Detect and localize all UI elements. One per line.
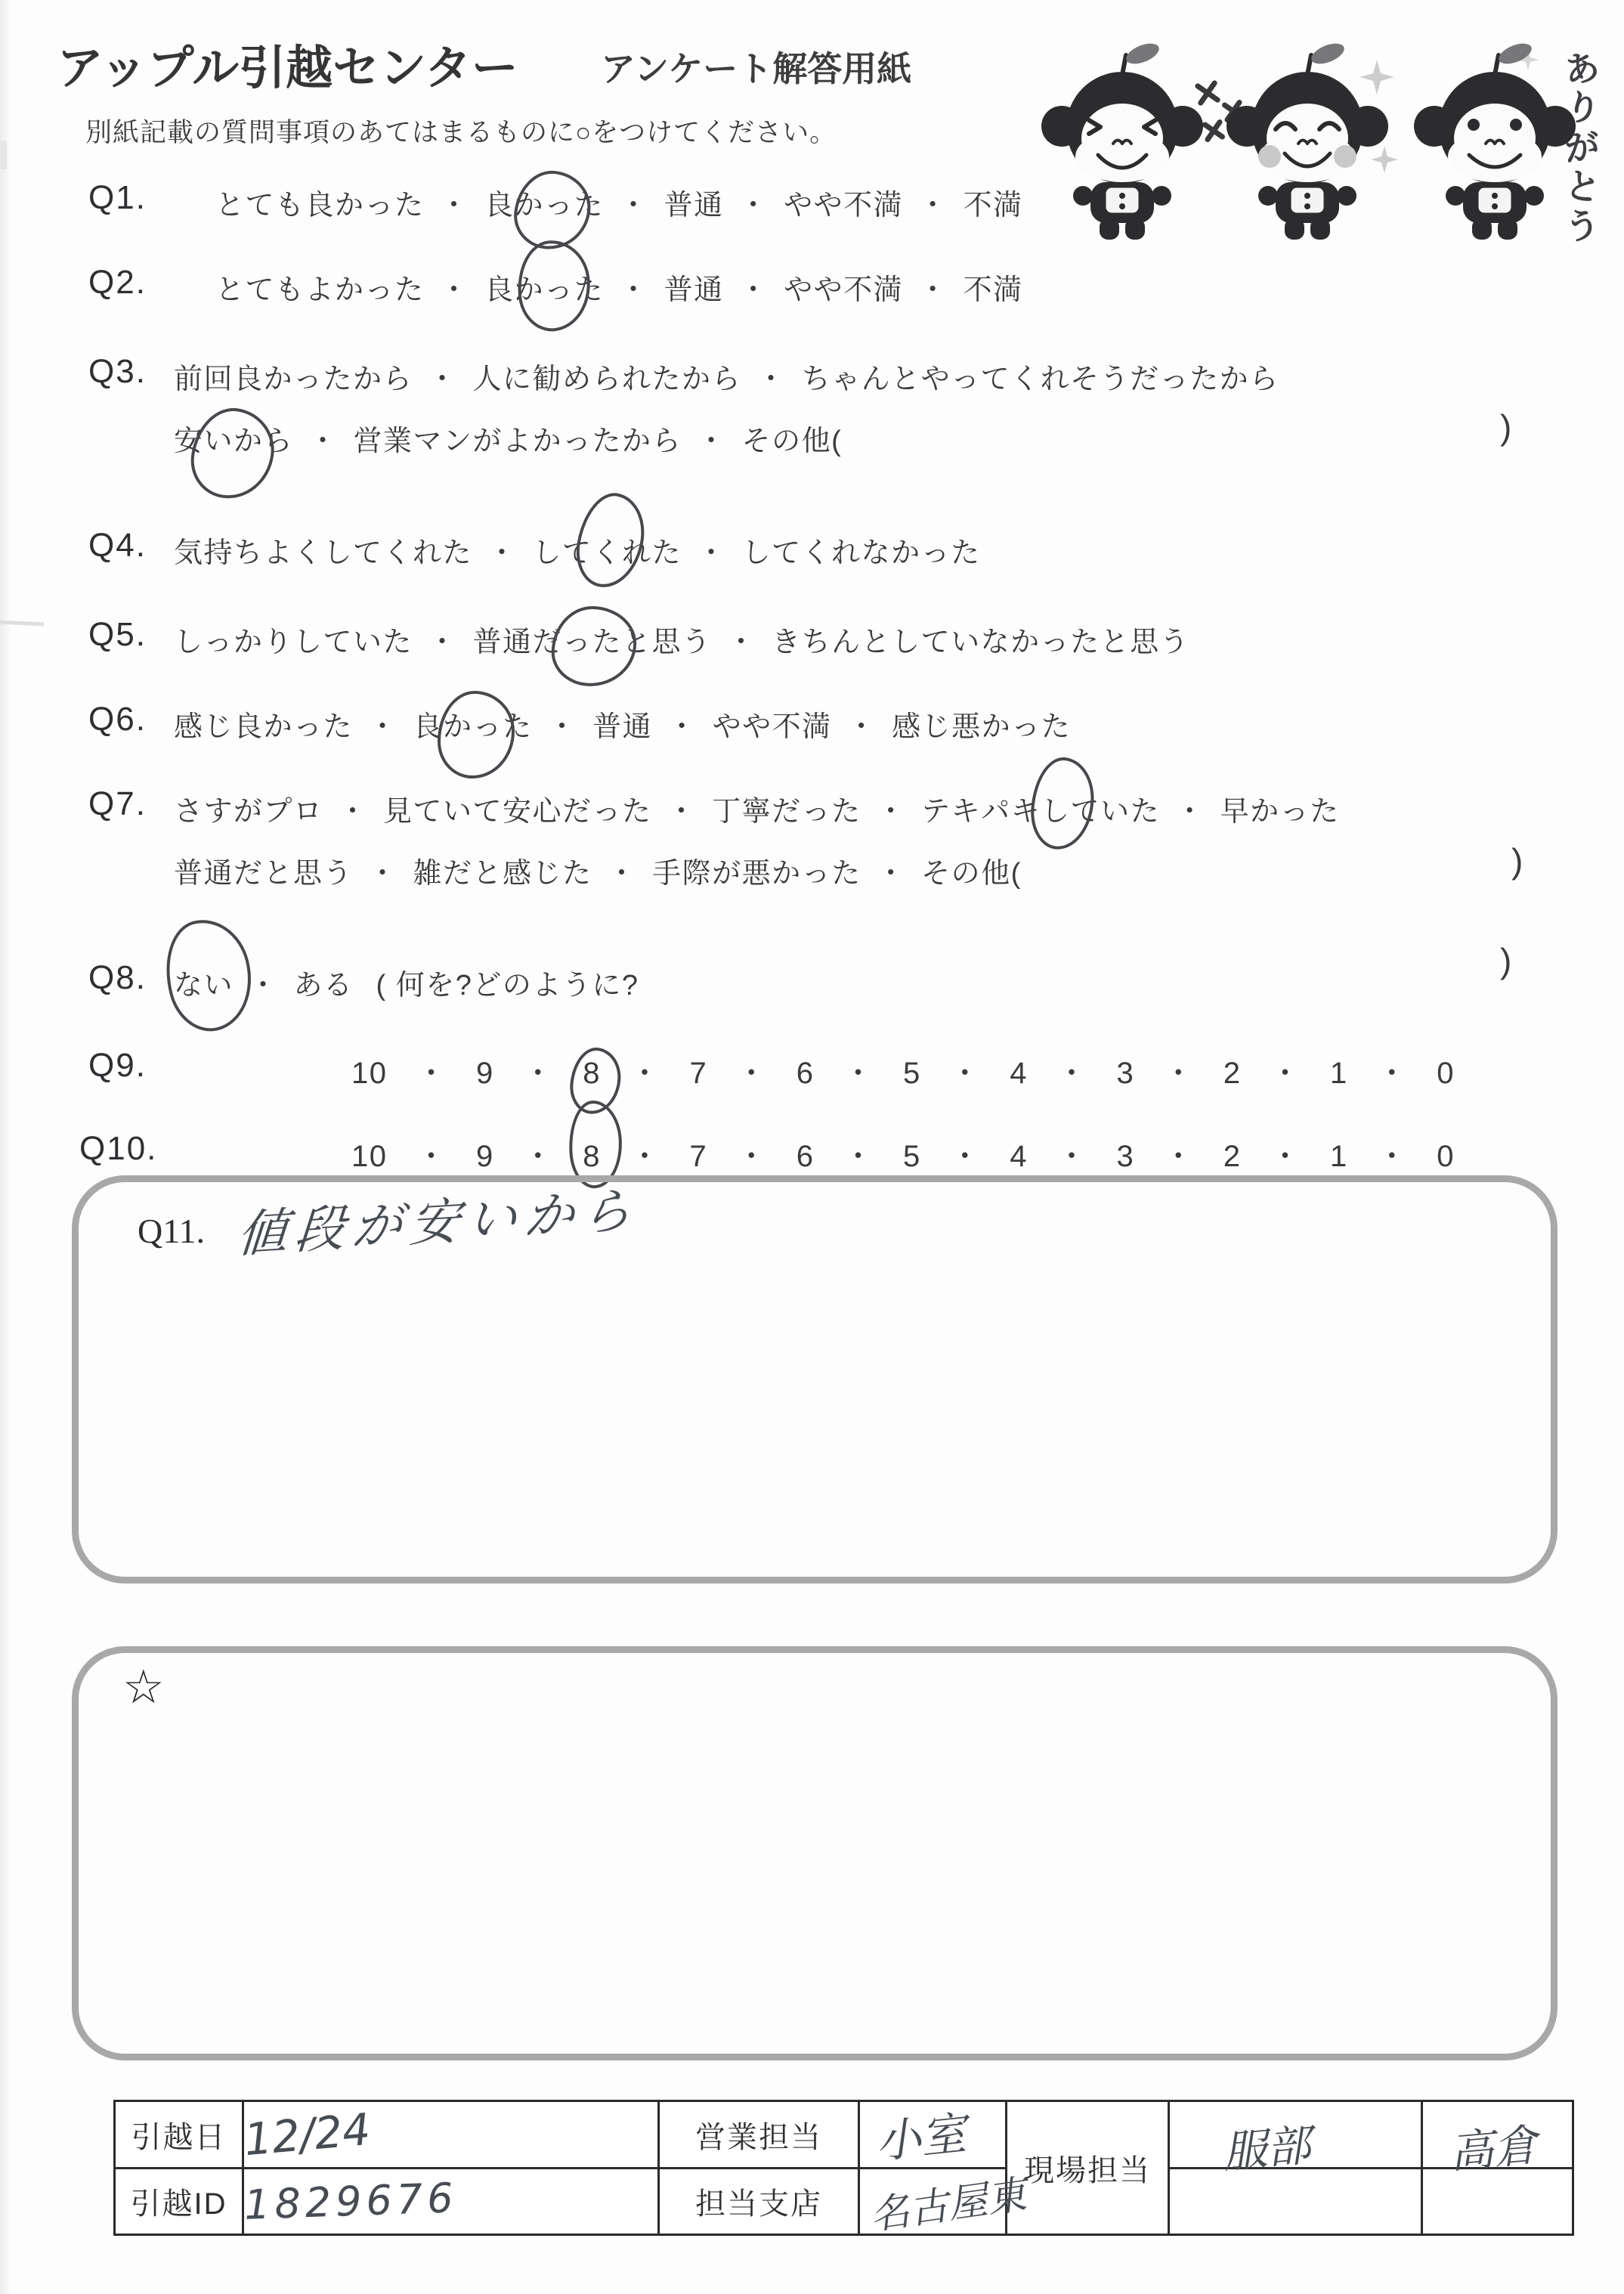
page-title: アップル引越センター <box>57 42 518 94</box>
q7-options-line1 <box>174 788 1340 829</box>
leaf-icon <box>1124 39 1162 68</box>
option <box>921 850 1022 891</box>
sales-rep-cell <box>859 2101 1007 2169</box>
move-id-handwriting: 1829676 <box>243 2174 459 2229</box>
option-selected <box>533 529 682 571</box>
option-text: ある <box>293 970 354 1001</box>
q11-answer-handwriting: 値段が安いから <box>235 1181 642 1265</box>
move-id-cell <box>243 2169 659 2235</box>
scale-value <box>797 1140 815 1174</box>
monkey-mascots-illustration <box>1035 26 1610 247</box>
q3-options-line1 <box>174 355 1279 397</box>
option-text: 6 <box>796 1057 815 1090</box>
separator-dot: ・ <box>738 190 769 221</box>
sales-rep-label: 営業担当 <box>659 2101 859 2169</box>
option <box>174 788 323 829</box>
separator-dot: ・ <box>843 1140 874 1173</box>
option <box>772 618 1189 660</box>
site-crew-cell-2 <box>1422 2101 1573 2178</box>
branch-handwriting: 名古屋東 <box>867 2172 1029 2240</box>
option-text: 前回良かったから <box>174 364 413 395</box>
option-text: 2 <box>1223 1140 1242 1173</box>
thanks-vertical-text <box>1561 46 1604 246</box>
separator-dot: ・ <box>1270 1057 1301 1090</box>
option-text: しっかりしていた <box>174 627 413 658</box>
option-text: 普通だったと思う <box>472 627 712 658</box>
scale-value <box>1010 1057 1028 1091</box>
option-text: やや不満 <box>784 274 904 306</box>
scale-value <box>1437 1057 1455 1091</box>
q10-scale <box>351 1132 1455 1175</box>
option <box>174 703 353 745</box>
option-text: 0 <box>1437 1140 1455 1173</box>
monkey-mascot-3 <box>1414 39 1576 240</box>
q7-close-paren: ) <box>1511 841 1523 881</box>
option-text: 感じ悪かった <box>892 711 1072 743</box>
q1-label: Q1. <box>88 179 147 216</box>
move-date-handwriting: 12/24 <box>242 2103 373 2166</box>
option <box>383 788 652 829</box>
scale-value <box>1330 1140 1348 1174</box>
scale-value <box>476 1057 494 1091</box>
svg-text:り: り <box>1563 86 1603 130</box>
separator-dot: ・ <box>918 274 948 306</box>
option-text: 普通 <box>664 274 724 306</box>
separator-dot: ・ <box>1376 1140 1409 1173</box>
option-text: 感じ良かった <box>174 711 354 743</box>
option-text: 安いから <box>174 426 294 457</box>
option-text: してくれた <box>532 537 682 569</box>
option <box>742 529 981 571</box>
q6-label: Q6. <box>88 701 147 738</box>
option-text: 丁寧だった <box>712 796 861 828</box>
scale-value-selected <box>583 1057 601 1091</box>
separator-dot: ・ <box>756 364 787 395</box>
monkey-mascot-1 <box>1041 39 1203 240</box>
option <box>784 266 903 308</box>
separator-dot: ・ <box>619 190 649 221</box>
option-text: 早かった <box>1220 796 1340 828</box>
site-crew-handwriting-1: 服部 <box>1220 2119 1313 2178</box>
instruction-text: 別紙記載の質問事項のあてはまるものに○をつけてください。 <box>85 118 837 147</box>
separator-dot: ・ <box>368 711 398 743</box>
option-text: 1 <box>1330 1140 1348 1173</box>
option-text: 4 <box>1010 1140 1028 1173</box>
option-text: 5 <box>903 1140 921 1173</box>
option <box>713 703 832 745</box>
q10-label: Q10. <box>79 1130 158 1167</box>
svg-text:と: と <box>1562 164 1604 209</box>
option-text: してくれなかった <box>741 537 981 569</box>
option <box>215 266 425 308</box>
scale-value <box>1010 1140 1028 1174</box>
q4-options <box>174 529 981 571</box>
option-text: 3 <box>1116 1140 1135 1173</box>
q8-prompt: ( 何を?どのように? <box>376 970 639 1001</box>
option-text: さすがプロ <box>174 796 323 828</box>
q5-label: Q5. <box>88 616 147 653</box>
option-text: テキパキしていた <box>921 796 1161 828</box>
q2-label: Q2. <box>88 264 147 301</box>
svg-text:う: う <box>1563 205 1601 247</box>
option <box>802 355 1279 397</box>
separator-dot: ・ <box>522 1057 555 1090</box>
option <box>892 703 1071 745</box>
option <box>664 181 724 223</box>
footer-table <box>113 2100 1574 2240</box>
option-text: 3 <box>1116 1057 1135 1090</box>
site-crew-cell-1 <box>1169 2101 1422 2178</box>
option <box>174 850 353 891</box>
site-crew-empty-cell-2 <box>1422 2169 1573 2235</box>
option-text: 4 <box>1010 1057 1028 1090</box>
q8-close-paren: ) <box>1500 941 1512 980</box>
option-text: 7 <box>689 1140 708 1173</box>
scale-value <box>1330 1057 1348 1091</box>
move-date-label: 引越日 <box>115 2101 243 2169</box>
q9-scale <box>351 1049 1455 1092</box>
separator-dot: ・ <box>1056 1140 1088 1173</box>
option-text: 9 <box>476 1140 494 1173</box>
option-text: 見ていて安心だった <box>383 796 652 828</box>
scale-value <box>903 1057 921 1091</box>
separator-dot: ・ <box>1270 1140 1301 1173</box>
option <box>413 850 592 891</box>
option-text: 普通 <box>592 711 653 743</box>
option <box>174 355 413 397</box>
option <box>742 417 843 459</box>
sparkle-icon <box>1360 60 1394 94</box>
separator-dot: ・ <box>547 711 578 743</box>
option-selected <box>413 703 533 745</box>
q6-options <box>174 703 1071 745</box>
q8-options <box>174 961 639 1003</box>
site-crew-handwriting-2: 高倉 <box>1447 2119 1540 2178</box>
option-text: とてもよかった <box>215 274 425 306</box>
option <box>784 181 903 223</box>
separator-dot: ・ <box>428 627 458 658</box>
sales-rep-handwriting: 小室 <box>873 2107 969 2170</box>
option <box>215 181 425 223</box>
option-text: 7 <box>689 1057 708 1090</box>
option-text: やや不満 <box>712 711 832 743</box>
option-text: 営業マンがよかったから <box>353 426 682 457</box>
separator-dot: ・ <box>607 858 638 890</box>
option-text: 人に勧められたから <box>472 364 742 395</box>
option-text: その他( <box>741 426 843 457</box>
option-text: 5 <box>903 1057 921 1090</box>
move-date-cell <box>243 2101 659 2169</box>
separator-dot: ・ <box>1175 796 1205 828</box>
option-text: 気持ちよくしてくれた <box>174 537 473 569</box>
scale-value-selected <box>583 1140 601 1174</box>
separator-dot: ・ <box>697 426 727 457</box>
branch-label: 担当支店 <box>659 2169 859 2235</box>
separator-dot: ・ <box>629 1140 661 1173</box>
separator-dot: ・ <box>1056 1057 1088 1090</box>
option-selected <box>473 618 712 660</box>
q9-label: Q9. <box>88 1047 147 1084</box>
scale-value <box>797 1057 815 1091</box>
separator-dot: ・ <box>918 190 948 221</box>
star-icon: ☆ <box>122 1661 165 1714</box>
option-text: 8 <box>583 1140 601 1173</box>
separator-dot: ・ <box>667 796 698 828</box>
q7-label: Q7. <box>88 785 147 822</box>
separator-dot: ・ <box>697 537 727 569</box>
separator-dot: ・ <box>846 711 877 743</box>
site-crew-label: 現場担当 <box>1007 2101 1169 2235</box>
separator-dot: ・ <box>249 970 279 1001</box>
option <box>174 529 472 571</box>
option-text: 6 <box>796 1140 815 1173</box>
separator-dot: ・ <box>439 274 470 306</box>
scale-value <box>690 1140 708 1174</box>
q3-options-line2 <box>174 417 842 459</box>
scan-artifact <box>0 620 44 626</box>
separator-dot: ・ <box>876 796 907 828</box>
separator-dot: ・ <box>1163 1057 1195 1090</box>
option-text: 9 <box>476 1057 494 1090</box>
option-text: 手際が悪かった <box>652 858 861 890</box>
separator-dot: ・ <box>843 1057 874 1090</box>
option-selected <box>484 266 604 308</box>
separator-dot: ・ <box>949 1057 982 1090</box>
option <box>592 703 652 745</box>
q4-label: Q4. <box>88 527 147 564</box>
option-selected <box>174 961 234 1003</box>
separator-dot: ・ <box>876 858 907 890</box>
q3-label: Q3. <box>88 353 147 390</box>
sparkle-icon <box>1371 146 1398 173</box>
option <box>174 618 413 660</box>
separator-dot: ・ <box>522 1140 555 1173</box>
leaf-icon <box>1309 39 1347 68</box>
q11-label: Q11. <box>138 1212 206 1250</box>
option <box>354 417 682 459</box>
option <box>1220 788 1340 829</box>
option-text: ない <box>174 970 234 1001</box>
scale-value <box>1223 1057 1242 1091</box>
separator-dot: ・ <box>416 1140 447 1173</box>
option-text: ちゃんとやってくれそうだったから <box>801 364 1279 395</box>
option <box>964 266 1023 308</box>
separator-dot: ・ <box>416 1057 447 1090</box>
scale-value <box>351 1057 388 1091</box>
option-text: 雑だと感じた <box>413 858 592 890</box>
separator-dot: ・ <box>949 1140 982 1173</box>
option-text: 良かった <box>484 274 605 306</box>
separator-dot: ・ <box>736 1057 768 1090</box>
option-text: 2 <box>1223 1057 1242 1090</box>
q1-options <box>215 181 1023 223</box>
site-crew-empty-cell-1 <box>1169 2169 1422 2235</box>
option-selected <box>174 417 293 459</box>
scale-value <box>1117 1057 1135 1091</box>
option <box>473 355 742 397</box>
scale-value <box>1117 1140 1135 1174</box>
separator-dot: ・ <box>368 858 398 890</box>
svg-text:が: が <box>1562 125 1602 169</box>
scale-value <box>476 1140 494 1174</box>
option <box>664 266 724 308</box>
option-text: 良かった <box>413 711 533 743</box>
option <box>712 788 861 829</box>
q3-close-paren: ) <box>1500 407 1512 447</box>
separator-dot: ・ <box>629 1057 661 1090</box>
separator-dot: ・ <box>619 274 649 306</box>
scale-value <box>903 1140 921 1174</box>
scan-artifact <box>0 141 7 169</box>
separator-dot: ・ <box>667 711 698 743</box>
option-text: やや不満 <box>784 190 904 221</box>
option-text: きちんとしていなかったと思う <box>772 627 1190 658</box>
option-selected <box>484 181 604 223</box>
option-text: 1 <box>1330 1057 1348 1090</box>
option-selected <box>921 788 1160 829</box>
move-id-label: 引越ID <box>115 2169 243 2235</box>
separator-dot: ・ <box>736 1140 768 1173</box>
option-text: 0 <box>1437 1057 1455 1090</box>
option-text: 普通だと思う <box>174 858 354 890</box>
option-text: 不満 <box>963 190 1023 221</box>
separator-dot: ・ <box>338 796 369 828</box>
svg-text:あ: あ <box>1561 46 1603 91</box>
separator-dot: ・ <box>428 364 458 395</box>
separator-dot: ・ <box>1376 1057 1409 1090</box>
option-text: 不満 <box>963 274 1023 306</box>
scale-value <box>351 1140 388 1174</box>
option-text: その他( <box>921 858 1022 890</box>
q5-options <box>174 618 1189 660</box>
separator-dot: ・ <box>487 537 518 569</box>
scale-value <box>690 1057 708 1091</box>
option <box>652 850 861 891</box>
option-text: 普通 <box>664 190 724 221</box>
separator-dot: ・ <box>439 190 470 221</box>
monkey-mascot-2 <box>1227 39 1388 240</box>
separator-dot: ・ <box>726 627 757 658</box>
separator-dot: ・ <box>308 426 339 457</box>
star-comment-box <box>72 1646 1557 2060</box>
separator-dot: ・ <box>738 274 769 306</box>
option-text: 10 <box>351 1140 388 1173</box>
option <box>294 961 354 1003</box>
page-subtitle: アンケート解答用紙 <box>601 49 912 88</box>
q8-label: Q8. <box>88 959 147 996</box>
option-text: 良かった <box>484 190 605 221</box>
q2-options <box>215 266 1023 308</box>
scale-value <box>1437 1140 1455 1174</box>
option <box>964 181 1023 223</box>
branch-cell <box>859 2169 1029 2240</box>
separator-dot: ・ <box>1163 1140 1195 1173</box>
option-text: 10 <box>351 1057 388 1090</box>
option-text: 8 <box>583 1057 601 1090</box>
q7-options-line2 <box>174 850 1022 891</box>
option-text: とても良かった <box>215 190 425 221</box>
scale-value <box>1223 1140 1242 1174</box>
